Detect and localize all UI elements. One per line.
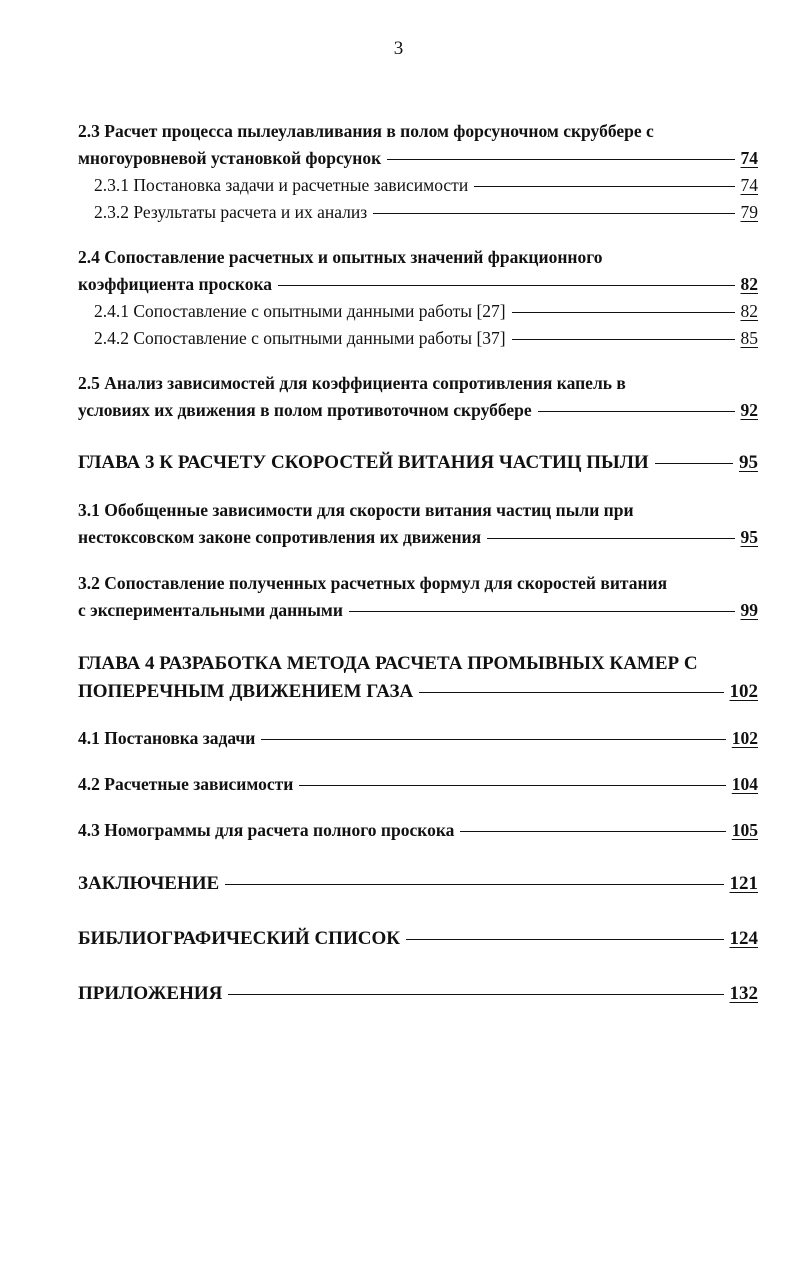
toc-entry-title: 2.4.1 Сопоставление с опытными данными работы [27]	[94, 301, 506, 321]
toc-entry-2-3-line1: 2.3 Расчет процесса пылеулавливания в полом форсуночном скруббере с	[78, 121, 654, 141]
toc-entry-title: 2.3.1 Постановка задачи и расчетные зависимости	[94, 175, 469, 195]
toc-page-number: 82	[740, 301, 758, 321]
leader-line	[225, 884, 723, 885]
toc-entry-3-1-line1: 3.1 Обобщенные зависимости для скорости витания частиц пыли при	[78, 500, 634, 520]
leader-line	[373, 213, 734, 214]
toc-page-number: 95	[740, 527, 758, 547]
toc-entry-3-1[interactable]	[78, 524, 758, 550]
toc-chapter-3[interactable]	[78, 450, 758, 476]
leader-line	[474, 186, 734, 187]
toc-page-number: 121	[729, 873, 758, 894]
toc-entry-4-1[interactable]	[78, 725, 758, 751]
toc-entry-2-5[interactable]	[78, 397, 758, 423]
toc-chapter-4-line1: ГЛАВА 4 РАЗРАБОТКА МЕТОДА РАСЧЕТА ПРОМЫВНЫХ КАМЕР С	[78, 653, 698, 674]
toc-bibliography[interactable]	[78, 926, 758, 952]
toc-entry-title: БИБЛИОГРАФИЧЕСКИЙ СПИСОК	[78, 928, 401, 949]
toc-entry-2-3[interactable]	[78, 145, 758, 171]
toc-entry-3-2[interactable]	[78, 597, 758, 623]
toc-page-number: 74	[740, 175, 758, 195]
toc-entry-title: 2.3.2 Результаты расчета и их анализ	[94, 202, 368, 222]
page-number: 3	[393, 38, 404, 59]
toc-entry-2-3-1[interactable]	[94, 172, 758, 198]
toc-page-number: 105	[731, 820, 758, 840]
toc-page-number: 95	[739, 452, 758, 473]
leader-line	[278, 285, 734, 286]
leader-line	[512, 312, 735, 313]
toc-conclusion[interactable]	[78, 871, 758, 897]
leader-line	[655, 463, 733, 464]
leader-line	[349, 611, 735, 612]
toc-entry-2-4-1[interactable]	[94, 298, 758, 324]
toc-entry-2-3-2[interactable]	[94, 199, 758, 225]
toc-entry-4-3[interactable]	[78, 817, 758, 843]
toc-entry-2-4-2[interactable]	[94, 325, 758, 351]
toc-entry-4-2[interactable]	[78, 771, 758, 797]
toc-page-number: 99	[740, 600, 758, 620]
toc-page-number: 92	[740, 400, 758, 420]
toc-entry-title: 2.4.2 Сопоставление с опытными данными работы [37]	[94, 328, 506, 348]
leader-line	[387, 159, 734, 160]
toc-entry-title: с экспериментальными данными	[78, 600, 343, 620]
toc-page-number: 85	[740, 328, 758, 348]
toc-page-number: 102	[731, 728, 758, 748]
leader-line	[228, 994, 723, 995]
toc-entry-2-4[interactable]	[78, 271, 758, 297]
leader-line	[419, 692, 723, 693]
toc-entry-title: ГЛАВА 3 К РАСЧЕТУ СКОРОСТЕЙ ВИТАНИЯ ЧАСТИЦ ПЫЛИ	[78, 452, 649, 473]
toc-appendices[interactable]	[78, 981, 758, 1007]
toc-entry-title: 4.3 Номограммы для расчета полного проскока	[78, 820, 455, 840]
toc-entry-title: 4.1 Постановка задачи	[78, 728, 256, 748]
leader-line	[406, 939, 723, 940]
toc-page-number: 82	[740, 274, 758, 294]
leader-line	[512, 339, 735, 340]
toc-entry-title: условиях их движения в полом противоточном скруббере	[78, 400, 532, 420]
toc-page-number: 104	[731, 774, 758, 794]
leader-line	[299, 785, 725, 786]
toc-entry-3-2-line1: 3.2 Сопоставление полученных расчетных формул для скоростей витания	[78, 573, 668, 593]
leader-line	[487, 538, 734, 539]
toc-page-number: 132	[729, 983, 758, 1004]
leader-line	[460, 831, 725, 832]
toc-entry-title: нестоксовском законе сопротивления их движения	[78, 527, 482, 547]
leader-line	[261, 739, 725, 740]
toc-page-number: 79	[740, 202, 758, 222]
toc-page-number: 102	[729, 681, 758, 702]
toc-chapter-4[interactable]	[78, 679, 758, 705]
toc-entry-title: многоуровневой установкой форсунок	[78, 148, 382, 168]
toc-entry-title: ПОПЕРЕЧНЫМ ДВИЖЕНИЕМ ГАЗА	[78, 681, 414, 702]
leader-line	[538, 411, 735, 412]
toc-entry-2-4-line1: 2.4 Сопоставление расчетных и опытных значений фракционного	[78, 247, 603, 267]
toc-entry-title: 4.2 Расчетные зависимости	[78, 774, 294, 794]
toc-page-number: 74	[740, 148, 758, 168]
toc-page-number: 124	[729, 928, 758, 949]
toc-entry-2-5-line1: 2.5 Анализ зависимостей для коэффициента сопротивления капель в	[78, 373, 626, 393]
toc-entry-title: ЗАКЛЮЧЕНИЕ	[78, 873, 220, 894]
toc-entry-title: коэффициента проскока	[78, 274, 273, 294]
toc-entry-title: ПРИЛОЖЕНИЯ	[78, 983, 223, 1004]
